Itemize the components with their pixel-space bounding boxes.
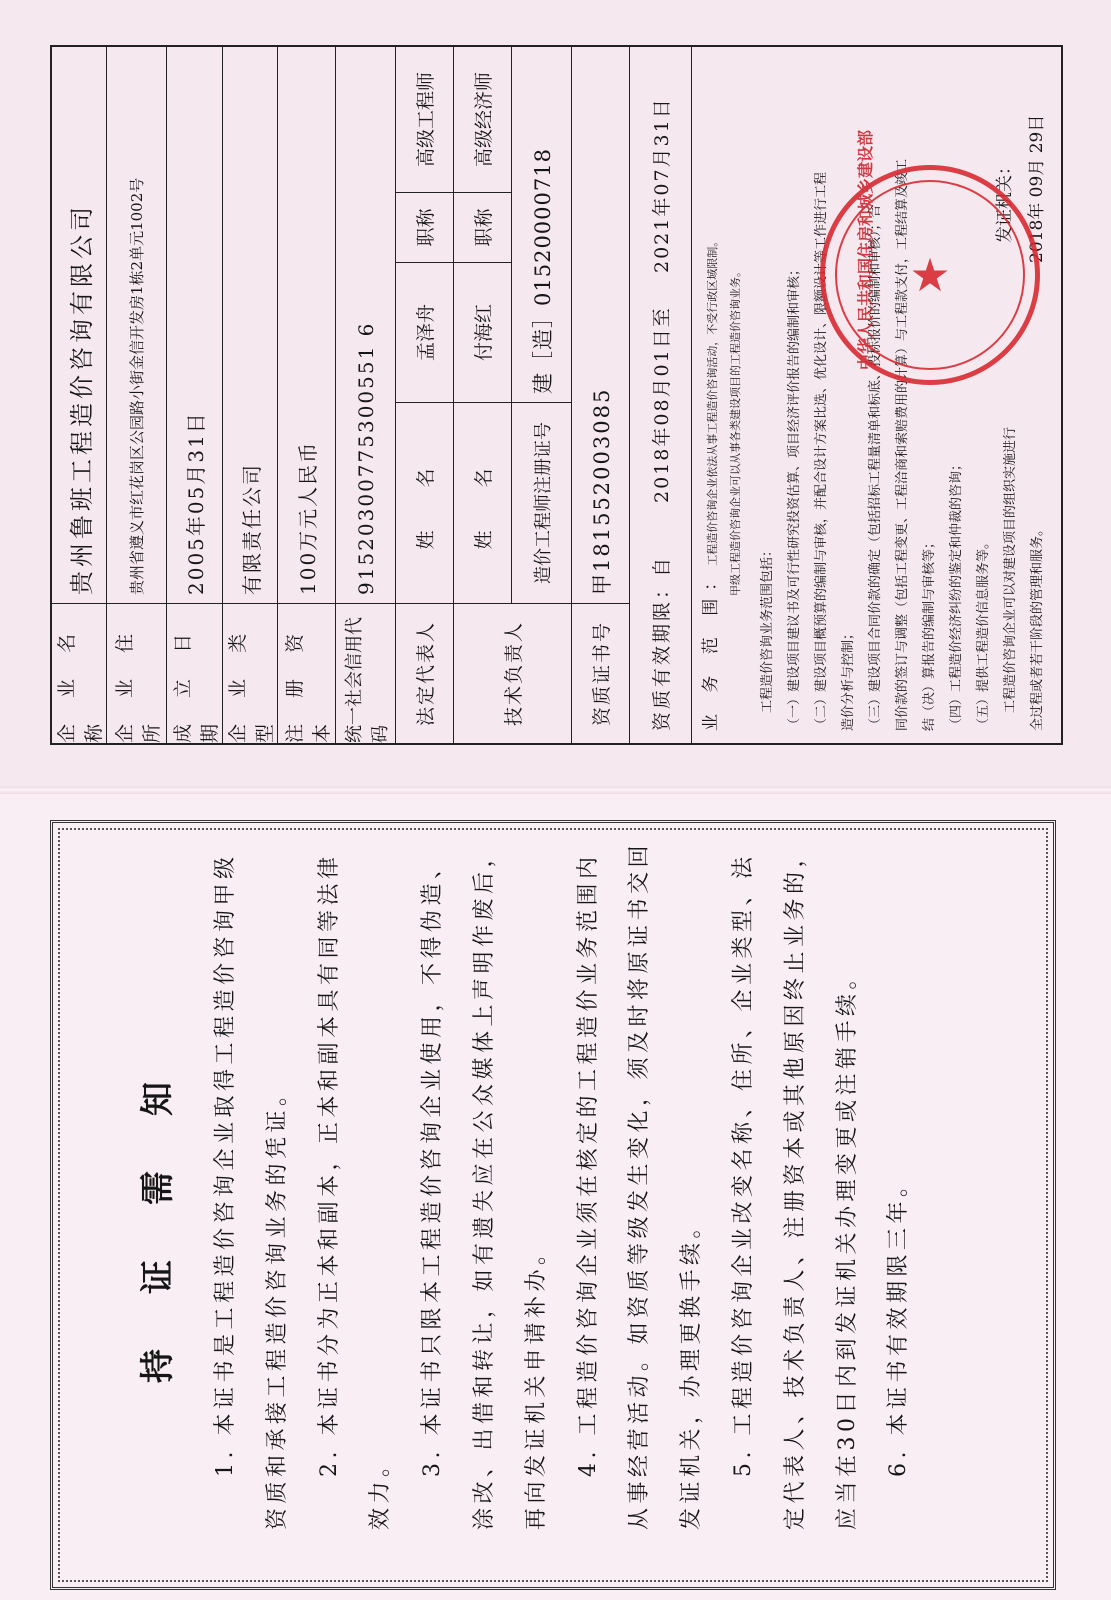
star-emblem-icon: ★	[909, 248, 951, 302]
value-validity-from: 2018年08月01日至	[651, 306, 673, 503]
label-established: 成 立 日 期	[167, 603, 222, 743]
scope-line: 全过程或者若干阶段的管理和服务。	[1030, 522, 1045, 731]
row-legal-rep	[396, 47, 454, 743]
value-legal-rep-name: 孟泽舟	[396, 263, 453, 403]
label-company-name: 企 业 名 称	[52, 603, 106, 743]
holder-notice	[50, 820, 1056, 1590]
notice-paragraph: 4. 工程造价咨询企业须在核定的工程造价业务范围内从事经营活动。如资质等级发生变化，须及时将原证书交回发证机关，办理更换手续。	[575, 840, 705, 1530]
value-tech-lead-title: 高级经济师	[454, 47, 512, 193]
row-company-name	[52, 47, 107, 743]
scope-line: （五）提供工程造价信息服务等。	[976, 535, 991, 731]
value-established: 2005年05月31日	[184, 411, 208, 595]
label-validity: 资质有效期限：自	[651, 554, 673, 731]
value-tech-lead-name: 付海红	[454, 263, 512, 403]
notice-paragraph: 2. 本证书分为正本和副本，正本和副本具有同等法律效力。	[316, 852, 394, 1530]
notice-title: 持证需知	[138, 1027, 178, 1383]
scope-line: 工程造价咨询业务范围包括：	[760, 543, 775, 713]
seal-text: 中华人民共和国住房和城乡建设部	[856, 129, 875, 370]
label-company-type: 企 业 类 型	[223, 603, 277, 743]
label-tech-lead-name: 姓 名	[454, 403, 512, 603]
value-cert-no: 甲181552003085	[589, 387, 614, 595]
value-address: 贵州省遵义市红花岗区公园路小街金信开发房1栋2单元1002号	[128, 177, 146, 595]
value-capital: 100万元人民币	[296, 440, 320, 595]
scope-line: 结（决）算报告的编制与审核等；	[922, 535, 937, 731]
scope-line: 甲级工程造价咨询企业可以从事各类建设项目的工程造价咨询业务。	[729, 266, 742, 618]
row-established	[167, 47, 223, 743]
row-validity	[630, 47, 692, 743]
row-address	[107, 47, 167, 743]
notice-body	[200, 840, 925, 1530]
notice-paragraph: 1. 本证书是工程造价咨询企业取得工程造价咨询甲级资质和承接工程造价咨询业务的凭证。	[213, 852, 290, 1530]
scope-line: （二）建设项目概预算的编制与审核，并配合设计方案比选、优化设计、限额设计等工作进行工程	[814, 171, 829, 731]
value-credit-code: 91520300775300551 6	[353, 321, 378, 595]
scope-line: （四）工程造价经济纠纷的鉴定和仲裁的咨询；	[949, 457, 964, 731]
value-validity-to: 2021年07月31日	[651, 97, 673, 273]
page-fold	[0, 786, 1111, 794]
value-company-name: 贵州鲁班工程造价咨询有限公司	[67, 203, 96, 595]
scope-line: （一）建设项目建议书及可行性研究投资估算、项目经济评价报告的编制和审核；	[787, 262, 802, 731]
label-tech-lead: 技术负责人	[454, 603, 571, 743]
label-address: 企 业 住 所	[107, 603, 166, 743]
value-company-type: 有限责任公司	[239, 463, 264, 595]
label-legal-rep-title: 职称	[396, 193, 453, 263]
certificate-table	[50, 45, 1063, 745]
row-company-type	[223, 47, 278, 743]
label-capital: 注 册 资 本	[278, 603, 335, 743]
scope-section	[692, 47, 1061, 743]
issuer-label: 发证机关：	[995, 158, 1015, 243]
value-reg-no: 建［造］01520000718	[512, 47, 572, 403]
row-tech-lead	[454, 47, 572, 743]
label-cert-no: 资质证书号	[572, 603, 629, 743]
label-reg-no: 造价工程师注册证号	[533, 422, 554, 584]
row-cert-no	[572, 47, 630, 743]
notice-paragraph: 3. 本证书只限本工程造价咨询企业使用，不得伪造、涂改、出借和转让，如有遗失应在公众媒体上声明作废后，再向发证机关申请补办。	[420, 840, 549, 1530]
value-legal-rep-title: 高级工程师	[396, 47, 453, 193]
row-capital	[278, 47, 336, 743]
notice-paragraph: 6. 本证书有效期限三年。	[886, 1170, 912, 1530]
label-credit-code: 统一社会信用代码	[336, 603, 395, 743]
notice-paragraph: 5. 工程造价咨询企业改变名称、住所、企业类型、法定代表人、技术负责人、注册资本或其他原因终止业务的，应当在30日内到发证机关办理变更或注销手续。	[730, 840, 860, 1530]
label-legal-rep: 法定代表人	[396, 603, 453, 743]
label-scope: 业 务 范 围：	[701, 565, 721, 731]
certificate	[50, 45, 1063, 745]
scope-line: 同价款的签订与调整（包括工程变更、工程洽商和索赔费用的计算）与工程款支付，工程结算及竣工	[895, 158, 910, 731]
label-tech-lead-title: 职称	[454, 193, 512, 263]
label-legal-rep-name: 姓 名	[415, 456, 437, 550]
scope-line: （三）建设项目合同价款的确定（包括招标工程量清单和标底、投标报价的编制和审核）；合	[868, 204, 883, 731]
scope-line: 工程造价咨询企业可以对建设项目的组织实施进行	[1003, 426, 1018, 713]
row-credit-code	[336, 47, 396, 743]
issue-date: 2018年 09月 29日	[1027, 114, 1047, 263]
scope-line: 工程造价咨询企业依法从事工程造价咨询活动，不受行政区域限制。	[706, 235, 719, 566]
scope-line: 造价分析与控制；	[841, 626, 856, 731]
